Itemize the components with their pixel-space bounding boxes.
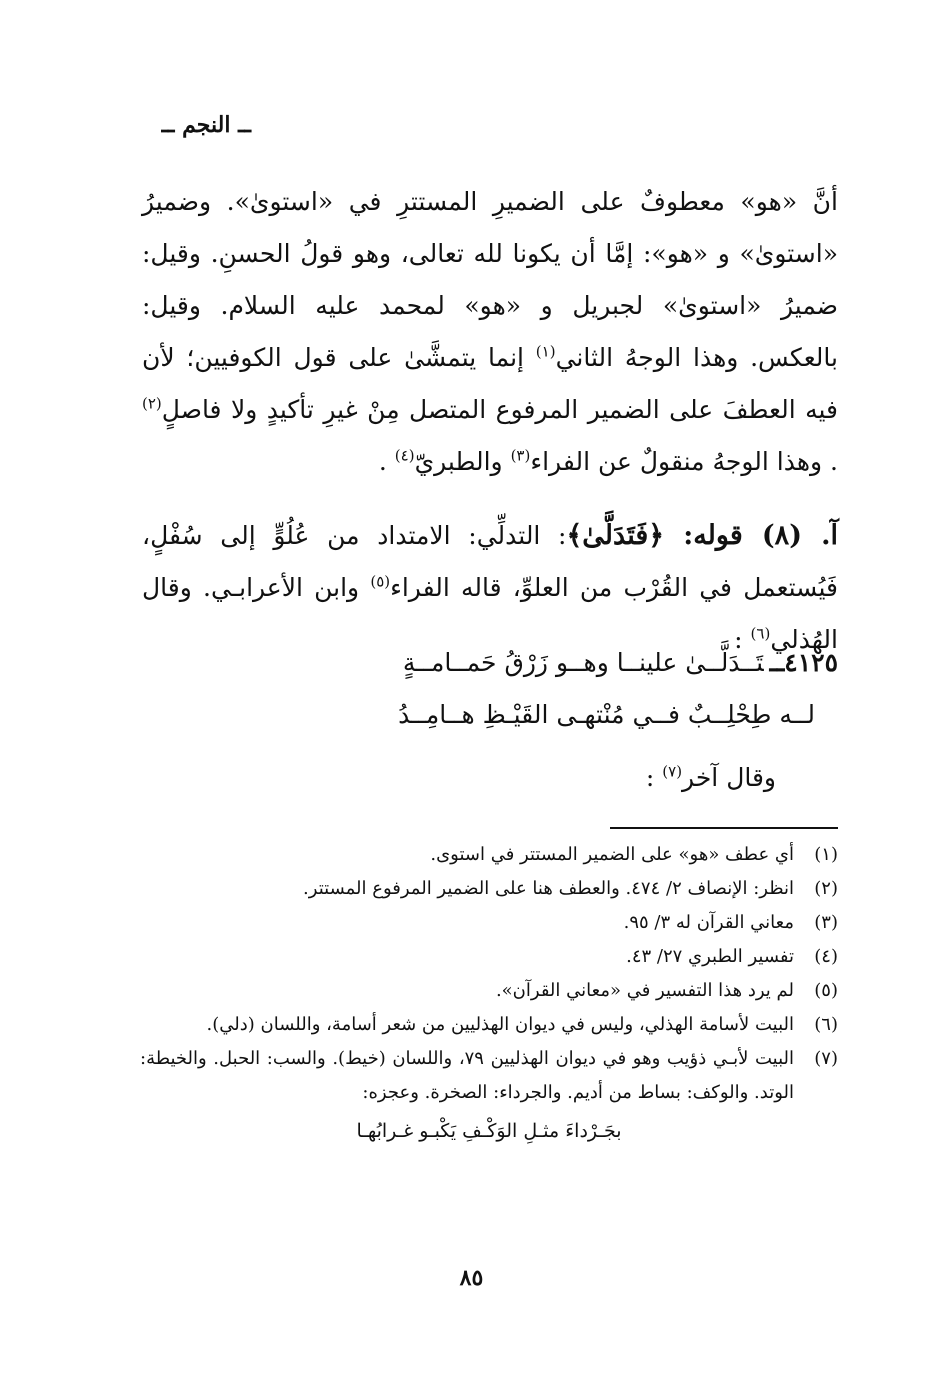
quranic-lemma: ﴿فَتَدَلَّىٰ﴾ [566, 520, 665, 551]
footnote-3 [140, 906, 838, 940]
footnote-separator [610, 827, 838, 829]
paragraph-1-text-d: والطبريّ [414, 447, 511, 476]
footnote-text: لم يرد هذا التفسير في «معاني القرآن». [495, 980, 794, 1001]
footnote-text: البيت لأبـي ذؤيب وهو في ديوان الهذليين ٧٩، واللسان (خيط). والسب: الحبل. والخيطة: الوتد. والوكف: بساط من أديم. والجرداء: الصخرة. وعجزه: [140, 1048, 794, 1103]
footnote-number: (٥) [814, 980, 838, 1001]
verse-line-2 [398, 700, 815, 729]
footnote-text: انظر: الإنصاف ٢/ ٤٧٤. والعطف هنا على الضمير المرفوع المستتر. [303, 878, 794, 899]
footnote-text: البيت لأسامة الهذلي، وليس في ديوان الهذليين من شعر أسامة، واللسان (دلي). [206, 1014, 794, 1035]
footnote-number: (٦) [814, 1014, 838, 1035]
footnotes [140, 838, 838, 1148]
footnote-7 [140, 1042, 838, 1110]
footnote-text: أي عطف «هو» على الضمير المستتر في استوى. [430, 844, 794, 865]
verse-hemistich-1: تَــدَلَّــىٰ علينــا وهــو زَرْقُ حَمــامــةٍ [402, 648, 764, 677]
footnote-5 [140, 974, 838, 1008]
footnote-number: (٧) [814, 1048, 838, 1069]
verse-hemistich-2: لــه طِحْلِــبٌ فــي مُنْتهـى القَيْـظِ هــامِــدُ [398, 700, 815, 729]
footnote-6 [140, 1008, 838, 1042]
paragraph-2-text-c: : [734, 625, 751, 654]
footnote-1 [140, 838, 838, 872]
main-text [142, 176, 838, 666]
paragraph-2-text-b: وابن الأعرابـي. وقال الهُذلي [142, 573, 838, 654]
paragraph-2-text-a: : التدلِّي: الامتداد من عُلُوٍّ إلى سُفْلٍ، فَيُستعمل في القُرْب من العلوِّ، قاله الفراء [142, 521, 838, 602]
another-poet-text: وقال آخر [682, 763, 776, 792]
footnote-ref-2[interactable]: (٢) [142, 394, 162, 413]
footnote-number: (٢) [814, 878, 838, 899]
another-poet-colon: : [645, 763, 663, 792]
verse-number: ٤١٢٥ــ [769, 648, 838, 677]
footnote-number: (١) [814, 844, 838, 865]
running-head: ــ النجم ــ [161, 112, 251, 138]
paragraph-1 [142, 176, 838, 488]
another-poet-intro [646, 763, 776, 792]
footnote-ref-6[interactable]: (٦) [750, 624, 771, 643]
footnote-text: معاني القرآن له ٣/ ٩٥. [623, 912, 794, 933]
paragraph-1-text-a: أنَّ «هو» معطوفٌ على الضميرِ المستترِ في «استوىٰ». وضميرُ «استوىٰ» و «هو»: إمَّا أن يكونا لله تعالى، وهو قولُ الحسنِ. وقيل: ضميرُ «استوىٰ» لجبريل و «هو» لمحمد عليه السلام. وقيل: بالعكس. وهذا الوجهُ الثاني [142, 187, 838, 372]
footnote-number: (٣) [814, 912, 838, 933]
paragraph-2 [142, 510, 838, 666]
footnote-ref-3[interactable]: (٣) [510, 446, 531, 465]
footnote-ref-1[interactable]: (١) [535, 342, 556, 361]
paragraph-1-text-b: إنما يتمشَّىٰ على قول الكوفيين؛ لأن فيه العطفَ على الضمير المرفوع المتصل مِنْ غيرِ تأكيدٍ ولا فاصلٍ [142, 343, 838, 424]
paragraph-1-text-c: . وهذا الوجهُ منقولٌ عن الفراء [530, 447, 838, 476]
footnote-ref-4[interactable]: (٤) [394, 446, 415, 465]
footnote-4 [140, 940, 838, 974]
verse-label: آ. (٨) قوله: [664, 520, 838, 551]
footnote-number: (٤) [814, 946, 838, 967]
verse-line-1 [403, 648, 838, 677]
footnote-ref-5[interactable]: (٥) [370, 572, 391, 591]
footnote-text: تفسير الطبري ٢٧/ ٤٣. [626, 946, 794, 967]
paragraph-1-text-e: . [378, 447, 395, 476]
page-number: ٨٥ [459, 1265, 484, 1291]
footnote-ref-7[interactable]: (٧) [662, 762, 683, 781]
footnote-2 [140, 872, 838, 906]
footnote-verse: بجَـرْداءَ مثـلِ الوَكْـفِ يَكْبـو غـرابُهـا [356, 1120, 622, 1142]
